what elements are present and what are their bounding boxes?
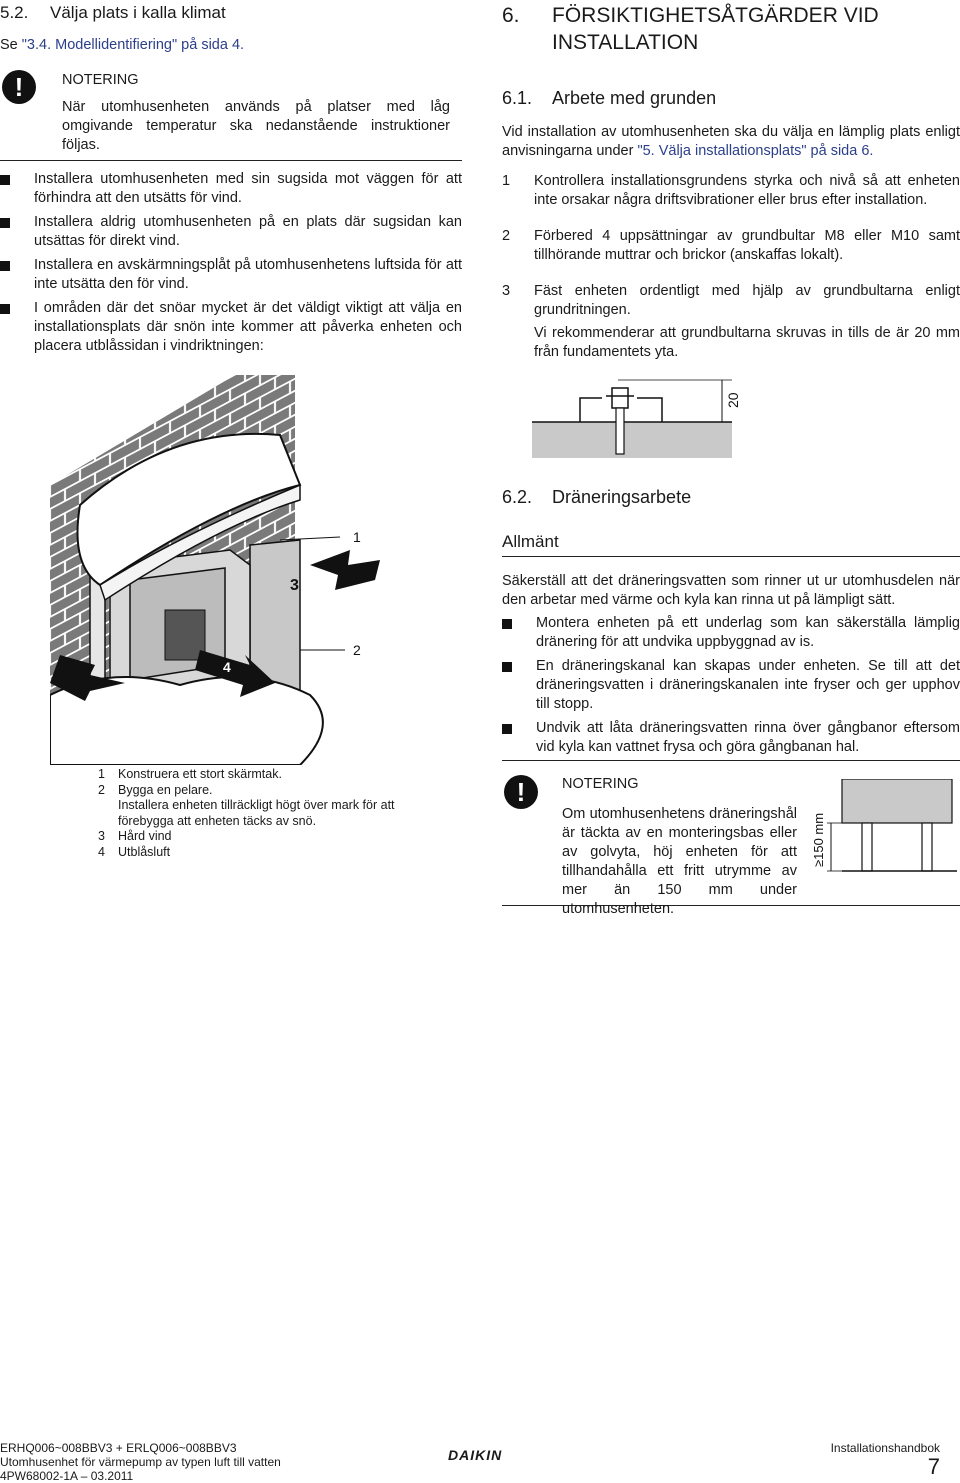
list-item: Undvik att låta dräneringsvatten rinna över gångbanor eftersom vid kyla kan vattnet frysa och göra gångbanan hal. [502, 719, 960, 757]
subheading-rule [502, 556, 960, 557]
section-number: 5.2. [0, 3, 29, 22]
page-number: 7 [927, 1454, 940, 1479]
bullet-list [0, 170, 462, 361]
warning-icon: ! [504, 775, 538, 809]
product-description: Utomhusenhet för värmepump av typen luft till vatten [0, 1455, 281, 1469]
legend-row: 1 Konstruera ett stort skärmtak. [98, 767, 282, 781]
install-location-link[interactable]: "5. Välja installationsplats" på sida 6. [637, 143, 874, 159]
legend-row: Installera enheten tillräckligt högt över mark för att förebygga att enheten täcks av snö. [118, 798, 395, 828]
note-text: Om utomhusenhetens dräneringshål är täckta av en monteringsbas eller av golvyta, höj enheten för att tillhandahålla ett fritt utrymme av mer än 150 mm under utomhusenheten. [562, 806, 797, 917]
page-footer [0, 1441, 960, 1483]
step-item: 3 Fäst enheten ordentligt med hjälp av grundbultarna enligt grundritningen. [502, 283, 960, 318]
unit-base [842, 779, 952, 823]
section-heading-6-1: 6.1. Arbete med grunden [502, 88, 717, 108]
square-bullet-icon [0, 218, 10, 228]
clearance-diagram [807, 779, 957, 889]
legend-row: 2 Bygga en pelare. [98, 782, 213, 797]
callout-3-left: 3 [70, 707, 81, 727]
callout-3-right: 3 [290, 577, 299, 594]
chapter-number: 6. [502, 4, 520, 27]
figure-legend [98, 767, 428, 860]
warning-icon: ! [2, 70, 36, 104]
list-item: Installera utomhusenheten med sin sugsida mot väggen för att förhindra att den utsätts för vind. [0, 170, 462, 208]
see-prefix: Se [0, 37, 22, 53]
section-title: Välja plats i kalla klimat [50, 3, 226, 22]
clearance-label: ≥150 mm [811, 812, 826, 867]
callout-4: 4 [223, 659, 231, 675]
note-text: När utomhusenheten används på platser med låg omgivande temperatur ska nedanstående instruktioner följas. [62, 99, 450, 153]
wind-arrow-right-icon [310, 550, 380, 590]
chapter-title-line2: INSTALLATION [552, 31, 699, 54]
see-reference [0, 37, 244, 53]
square-bullet-icon [0, 304, 10, 314]
support-leg [862, 823, 872, 871]
square-bullet-icon [502, 662, 512, 672]
drainage-note-box [502, 760, 960, 917]
anchor-bolt [616, 408, 624, 454]
square-bullet-icon [502, 619, 512, 629]
document-type: Installationshandbok [830, 1441, 940, 1455]
section-heading-5-2 [0, 3, 226, 23]
step-item: 2 Förbered 4 uppsättningar av grundbultar M8 eller M10 samt tillhörande muttrar och brickor (anskaffas lokalt). [502, 228, 960, 263]
daikin-logo: DAIKIN [448, 1447, 503, 1463]
unit-foot [580, 398, 602, 422]
square-bullet-icon [502, 724, 512, 734]
legend-row: 4 Utblåsluft [98, 844, 171, 859]
note-title: NOTERING [562, 776, 639, 792]
document-code: 4PW68002-1A – 03.2011 [0, 1469, 134, 1483]
step-note: Vi rekommenderar att grundbultarna skruvas in tills de är 20 mm från fundamentets yta. [534, 325, 960, 360]
bolt-dimension-label: 20 [725, 392, 741, 408]
chapter-title-line1: FÖRSIKTIGHETSÅTGÄRDER VID [552, 4, 879, 27]
section-6-1-intro: Vid installation av utomhusenheten ska du välja en lämplig plats enligt anvisningarna under "5. Välja installationsplats" på sida 6. [502, 124, 960, 159]
callout-2: 2 [353, 642, 361, 658]
general-intro: Säkerställ att det dräneringsvatten som rinner ut ur utomhusdelen när den arbetar med värme och kyla kan rinna ut på lämpligt sätt. [502, 573, 960, 608]
foundation-steps [502, 172, 960, 362]
section-heading-6-2: 6.2. Dräneringsarbete [502, 487, 692, 507]
legend-row: 3 Hård vind [98, 829, 172, 843]
list-item: Montera enheten på ett underlag som kan säkerställa lämplig dränering för att undvika uppbyggnad av is. [502, 614, 960, 652]
general-subheading: Allmänt [502, 532, 559, 551]
callout-1: 1 [353, 529, 361, 545]
footer-right [831, 1441, 940, 1479]
fan-grille [165, 610, 205, 660]
list-item: En dräneringskanal kan skapas under enheten. Se till att det dräneringsvatten i dräneringskanalen inte fryser och ger upphov till stopp. [502, 657, 960, 714]
support-leg [922, 823, 932, 871]
drainage-bullet-list [502, 614, 960, 762]
square-bullet-icon [0, 175, 10, 185]
list-item: I områden där det snöar mycket är det väldigt viktigt att välja en installationsplats där snön inte kommer att påverka enheten och placera utblåssidan i vindriktningen: [0, 299, 462, 356]
foundation-bolt-diagram [532, 378, 762, 460]
foundation-block [532, 422, 732, 458]
list-item: Installera en avskärmningsplåt på utomhusenhetens luftsida för att inte utsätta den för vind. [0, 256, 462, 294]
bolt-nut [612, 388, 628, 408]
list-item: Installera aldrig utomhusenheten på en plats där sugsidan kan utsättas för direkt vind. [0, 213, 462, 251]
note-title: NOTERING [62, 72, 139, 88]
step-item: 1 Kontrollera installationsgrundens styrka och nivå så att enheten inte orsakar några driftsvibrationer eller brus efter installation. [502, 173, 960, 208]
model-id-link[interactable]: "3.4. Modellidentifiering" på sida 4. [21, 37, 245, 53]
note-box [0, 66, 462, 161]
snow-canopy-illustration [50, 365, 460, 765]
square-bullet-icon [0, 261, 10, 271]
footer-left [0, 1441, 281, 1483]
model-codes: ERHQ006~008BBV3 + ERLQ006~008BBV3 [0, 1441, 237, 1455]
chapter-heading [502, 2, 879, 56]
